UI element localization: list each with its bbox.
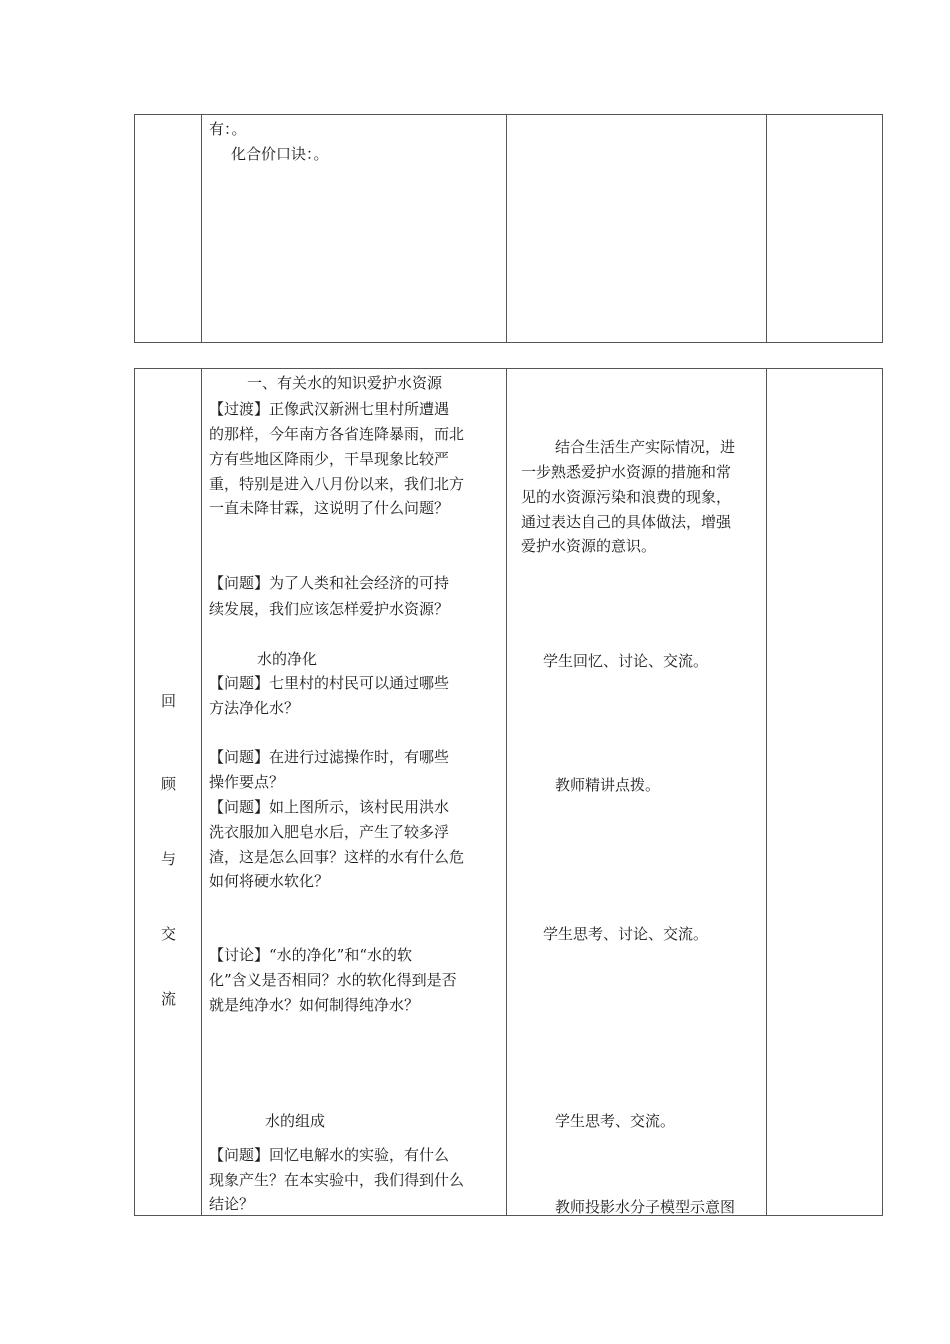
activity-note: 教师投影水分子模型示意图 [555, 1198, 736, 1216]
text-line: 【问题】为了人类和社会经济的可持 [209, 574, 450, 592]
column-divider [201, 115, 202, 342]
text-line: 【问题】七里村的村民可以通过哪些 [209, 674, 450, 692]
text-line: 爱护水资源的意识。 [521, 537, 657, 555]
text-line: 化”含义是否相同？水的软化得到是否 [209, 971, 457, 989]
text-line: 续发展，我们应该怎样爱护水资源？ [209, 600, 450, 618]
activity-note: 教师精讲点拨。 [555, 776, 661, 794]
column-divider [201, 369, 202, 1215]
activity-note: 学生思考、讨论、交流。 [543, 925, 709, 943]
activity-note: 学生回忆、讨论、交流。 [543, 652, 709, 670]
text-line: 方有些地区降雨少，干旱现象比较严 [209, 450, 450, 468]
column-divider [506, 369, 507, 1215]
section-heading: 水的组成 [265, 1112, 326, 1130]
text-line: 操作要点？ [209, 773, 285, 791]
side-label-char: 顾 [161, 775, 177, 793]
column-divider [766, 369, 767, 1215]
text-line: 结合生活生产实际情况，进 [555, 438, 736, 456]
side-label-char: 流 [161, 990, 177, 1008]
text-line: 重，特别是进入八月份以来，我们北方 [209, 475, 465, 493]
text-line: 渣，这是怎么回事？这样的水有什么危 [209, 848, 465, 866]
section-heading: 水的净化 [257, 650, 318, 668]
text-line: 【问题】在进行过滤操作时，有哪些 [209, 748, 450, 766]
table-continuation [134, 114, 883, 343]
column-divider [766, 115, 767, 342]
text-line: 化合价口诀：。 [231, 145, 329, 163]
text-line: 一步熟悉爱护水资源的措施和常 [521, 463, 732, 481]
text-line: 【问题】回忆电解水的实验，有什么 [209, 1146, 450, 1164]
text-line: 方法净化水？ [209, 699, 300, 717]
column-divider [506, 115, 507, 342]
text-line: 通过表达自己的具体做法，增强 [521, 513, 732, 531]
text-line: 一直未降甘霖，这说明了什么问题？ [209, 499, 450, 517]
text-line: 洗衣服加入肥皂水后，产生了较多浮 [209, 823, 450, 841]
text-line: 【问题】如上图所示，该村民用洪水 [209, 798, 450, 816]
side-label-char: 交 [161, 925, 177, 943]
text-line: 现象产生？在本实验中，我们得到什么 [209, 1171, 465, 1189]
text-line: 有：。 [209, 120, 247, 138]
side-label-char: 回 [161, 692, 177, 710]
text-line: 【讨论】“水的净化”和“水的软 [209, 946, 413, 964]
text-line: 见的水资源污染和浪费的现象， [521, 488, 732, 506]
text-line: 就是纯净水？如何制得纯净水？ [209, 996, 420, 1014]
text-line: 结论？ [209, 1195, 255, 1213]
table-review-exchange [134, 368, 883, 1216]
text-line: 的那样，今年南方各省连降暴雨，而北 [209, 425, 465, 443]
text-line: 【过渡】正像武汉新洲七里村所遭遇 [209, 400, 450, 418]
side-label-char: 与 [161, 850, 177, 868]
section-heading: 一、有关水的知识爱护水资源 [247, 374, 443, 392]
activity-note: 学生思考、交流。 [555, 1112, 676, 1130]
text-line: 如何将硬水软化？ [209, 872, 330, 890]
